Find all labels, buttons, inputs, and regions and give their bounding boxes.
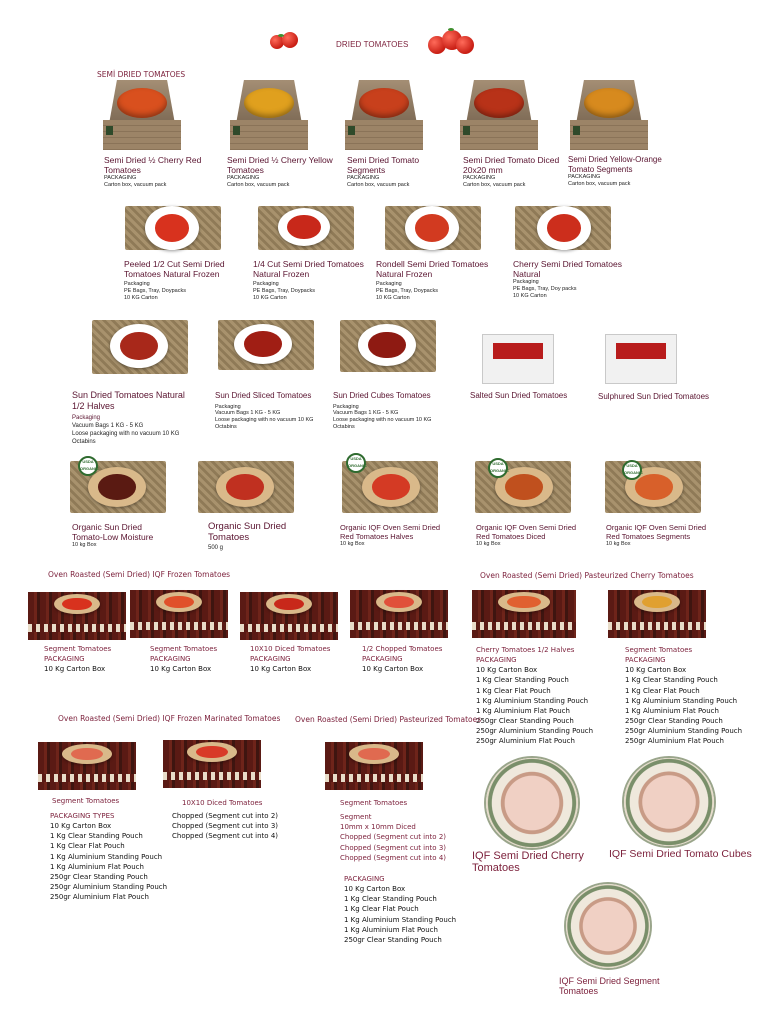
product-name: Organic IQF Oven Semi Dried Red Tomatoes Diced: [476, 523, 577, 541]
packaging-label: PACKAGING: [347, 175, 380, 182]
product-card: [215, 391, 335, 431]
packaging-list: [50, 811, 167, 902]
packaging-details: 10 KG Carton: [513, 293, 547, 300]
product-name: Sulphured Sun Dried Tomatoes: [598, 392, 710, 401]
product-name: IQF Semi Dried Segment Tomatoes: [559, 976, 660, 997]
product-card: [250, 644, 330, 674]
product-name: Segment Tomatoes: [52, 797, 120, 805]
product-card: [172, 798, 278, 842]
header-tomato-left: [270, 32, 306, 52]
product-card: [513, 259, 633, 300]
mat-image: [198, 461, 294, 513]
product-name: 1/2 Chopped Tomatoes: [362, 645, 443, 653]
product-name: 1/4 Cut Semi Dried Tomatoes Natural Frozen: [253, 259, 364, 280]
product-name: Salted Sun Dried Tomatoes: [470, 391, 568, 400]
mat-image: [258, 206, 354, 250]
packaging-details: 10 Kg Carton Box: [362, 665, 424, 674]
product-card: [72, 522, 172, 549]
product-name: Organic Sun Dried Tomato-Low Moisture: [72, 522, 154, 543]
product-name: Semi Dried ½ Cherry Red Tomatoes: [104, 155, 202, 176]
packaging-line: 250gr Clear Standing Pouch: [50, 872, 148, 881]
packaging-line: 250gr Aluminium Standing Pouch: [625, 727, 743, 736]
product-card: [124, 259, 244, 302]
tomato-icon: [456, 36, 474, 54]
packaging-details: PE Bags, Tray, Doypacks: [253, 288, 315, 295]
mat-image: [605, 461, 701, 513]
packaging-details: 10 Kg Carton Box: [150, 665, 212, 674]
packaging-line: 1 Kg Aluminium Standing Pouch: [50, 852, 163, 861]
cut-line: 10mm x 10mm Diced: [340, 823, 416, 832]
packaging-line: 1 Kg Aluminium Flat Pouch: [476, 706, 570, 715]
product-name: 10X10 Diced Tomatoes: [250, 645, 331, 653]
packaging-line: 1 Kg Aluminium Standing Pouch: [625, 696, 738, 705]
leaf-icon: [278, 34, 284, 37]
tomato-icon: [282, 32, 298, 48]
usda-organic-logo: USDA ORGANIC: [78, 456, 98, 476]
mat-image: [515, 206, 611, 250]
packaging-line: 10 Kg Carton Box: [625, 666, 687, 675]
plate-image: [566, 884, 650, 968]
packaging-label: PACKAGING: [568, 174, 601, 181]
packaging-line: 250gr Aluminium Standing Pouch: [50, 882, 168, 891]
section-oven-frozen-title: Oven Roasted (Semi Dried) IQF Frozen Tomatoes: [48, 570, 231, 579]
packaging-label: PACKAGING: [44, 655, 85, 664]
section-pasteurized-title: Oven Roasted (Semi Dried) Pasteurized Tomatoes: [295, 715, 482, 724]
packaging-details: Carton box, vacuum pack: [568, 181, 631, 188]
mat-image: [385, 206, 481, 250]
product-card: [476, 645, 593, 746]
packaging-label: PACKAGING: [150, 655, 191, 664]
packaging-label: Packaging: [215, 403, 241, 410]
tablecloth-image: [608, 590, 706, 638]
tablecloth-image: [28, 592, 126, 640]
box-image: [482, 334, 554, 384]
packaging-line: 10 Kg Carton Box: [344, 885, 406, 894]
packaging-line: 10 Kg Carton Box: [476, 666, 538, 675]
product-card: [333, 391, 453, 431]
packaging-details: Carton box, vacuum pack: [227, 182, 290, 189]
product-card: [606, 523, 716, 548]
packaging-line: 250gr Clear Standing Pouch: [625, 716, 723, 725]
packaging-label: PACKAGING: [362, 655, 403, 664]
packaging-details: 10 KG Carton: [376, 295, 410, 302]
product-name: Segment Tomatoes: [44, 645, 112, 653]
tablecloth-image: [240, 592, 338, 640]
packaging-line: 1 Kg Aluminium Flat Pouch: [344, 925, 438, 934]
packaging-label: PACKAGING: [227, 175, 260, 182]
product-card: [44, 644, 111, 674]
packaging-line: 250gr Aluminium Flat Pouch: [625, 737, 724, 746]
packaging-label: PACKAGING: [250, 655, 291, 664]
packaging-label: Packaging: [333, 403, 359, 410]
box-image: [605, 334, 677, 384]
section-marinated-title: Oven Roasted (Semi Dried) IQF Frozen Marinated Tomatoes: [58, 714, 281, 723]
packaging-details: 10 kg Box: [72, 542, 97, 549]
header-tomato-right: [428, 28, 476, 58]
product-name: Sun Dried Tomatoes Natural 1/2 Halves: [72, 390, 185, 411]
product-card: [347, 155, 447, 189]
product-name: Semi Dried ½ Cherry Yellow Tomatoes: [227, 155, 333, 176]
packaging-line: 250gr Aluminium Standing Pouch: [476, 727, 594, 736]
product-name: Organic IQF Oven Semi Dried Red Tomatoes Halves: [340, 523, 441, 541]
product-card: [340, 798, 446, 863]
packaging-line: 1 Kg Clear Flat Pouch: [50, 842, 125, 851]
product-name: Peeled 1/2 Cut Semi Dried Tomatoes Natural Frozen: [124, 259, 225, 280]
product-name: Semi Dried Tomato Diced 20x20 mm: [463, 155, 560, 176]
usda-organic-logo: USDA ORGANIC: [488, 458, 508, 478]
tablecloth-image: [130, 590, 228, 638]
usda-organic-logo: USDA ORGANIC: [622, 460, 642, 480]
packaging-details: 10 KG Carton: [124, 295, 158, 302]
tablecloth-image: [163, 740, 261, 788]
packaging-details: Vacuum Bags 1 KG - 5 KG: [333, 410, 399, 417]
packaging-line: 1 Kg Clear Flat Pouch: [476, 686, 551, 695]
packaging-details: PE Bags, Tray, Doypacks: [376, 288, 438, 295]
packaging-details: Octabins: [215, 424, 237, 431]
product-card: [340, 523, 450, 548]
product-name: 10X10 Diced Tomatoes: [182, 799, 263, 807]
packaging-label: PACKAGING: [476, 656, 517, 665]
packaging-details: 10 kg Box: [476, 541, 501, 547]
cut-line: Chopped (Segment cut into 3): [340, 843, 446, 852]
crate-image: [103, 80, 181, 150]
product-card: [52, 796, 119, 806]
mat-image: [125, 206, 221, 250]
packaging-details: 10 kg Box: [340, 541, 365, 547]
packaging-line: 1 Kg Aluminium Flat Pouch: [625, 706, 719, 715]
packaging-line: 1 Kg Clear Flat Pouch: [625, 686, 700, 695]
mat-image: [218, 320, 314, 370]
product-card: [568, 155, 678, 188]
product-card: [362, 644, 442, 674]
packaging-details: Loose packaging with no vacuum 10 KG: [72, 430, 180, 437]
cut-line: Chopped (Segment cut into 4): [340, 853, 446, 862]
product-name: Cherry Tomatoes 1/2 Halves: [476, 646, 575, 654]
product-card: [150, 644, 217, 674]
packaging-line: 250gr Aluminium Flat Pouch: [476, 737, 575, 746]
product-card: [72, 390, 192, 446]
packaging-label: PACKAGING: [625, 656, 666, 665]
packaging-line: 10 Kg Carton Box: [50, 822, 112, 831]
packaging-line: 1 Kg Clear Standing Pouch: [344, 895, 437, 904]
packaging-details: 10 Kg Carton Box: [250, 665, 312, 674]
packaging-label: Packaging: [72, 414, 101, 421]
section-semi-dried-title: SEMİ DRIED TOMATOES: [97, 70, 186, 79]
tablecloth-image: [350, 590, 448, 638]
product-name: Semi Dried Yellow-Orange Tomato Segments: [568, 155, 662, 174]
product-name: Segment Tomatoes: [340, 799, 408, 807]
packaging-details: Loose packaging with no vacuum 10 KG: [333, 417, 432, 424]
packaging-line: 250gr Clear Standing Pouch: [344, 935, 442, 944]
product-card: [476, 523, 586, 548]
product-name: Rondell Semi Dried Tomatoes Natural Frozen: [376, 259, 489, 280]
packaging-label: Packaging: [253, 281, 279, 288]
packaging-label: Packaging: [513, 279, 539, 286]
packaging-line: 250gr Aluminium Flat Pouch: [50, 893, 149, 902]
product-name: Sun Dried Cubes Tomatoes: [333, 391, 431, 400]
tablecloth-image: [472, 590, 576, 638]
plate-image: [486, 758, 578, 848]
mat-image: [92, 320, 188, 374]
packaging-details: Loose packaging with no vacuum 10 KG: [215, 417, 314, 424]
packaging-line: 1 Kg Aluminium Flat Pouch: [50, 862, 144, 871]
packaging-label: Packaging: [376, 281, 402, 288]
product-name: IQF Semi Dried Cherry Tomatoes: [472, 850, 584, 875]
section-pasteurized-cherry-title: Oven Roasted (Semi Dried) Pasteurized Cherry Tomatoes: [480, 571, 694, 580]
leaf-icon: [448, 28, 454, 31]
product-card: [625, 645, 742, 746]
packaging-line: 1 Kg Clear Standing Pouch: [50, 832, 143, 841]
product-card: [227, 155, 337, 189]
cut-line: Chopped (Segment cut into 3): [172, 822, 278, 831]
crate-image: [570, 80, 648, 150]
packaging-details: Octabins: [72, 438, 96, 445]
packaging-list: [344, 874, 456, 945]
product-name: Semi Dried Tomato Segments: [347, 155, 420, 176]
packaging-line: 1 Kg Clear Standing Pouch: [476, 676, 569, 685]
product-card: [104, 155, 214, 189]
packaging-details: Carton box, vacuum pack: [463, 182, 526, 189]
product-card: [463, 155, 563, 189]
packaging-details: 10 KG Carton: [253, 295, 287, 302]
product-name: Organic IQF Oven Semi Dried Red Tomatoes Segments: [606, 523, 707, 541]
cut-line: Chopped (Segment cut into 2): [340, 833, 446, 842]
product-name: IQF Semi Dried Tomato Cubes: [609, 848, 752, 860]
product-card: [376, 259, 501, 302]
packaging-label: Packaging: [124, 281, 150, 288]
packaging-details: PE Bags, Tray, Doy packs: [513, 286, 577, 293]
packaging-details: PE Bags, Tray, Doypacks: [124, 288, 186, 295]
mat-image: [340, 320, 436, 372]
usda-organic-logo: USDA ORGANIC: [346, 453, 366, 473]
packaging-line: 1 Kg Aluminium Standing Pouch: [476, 696, 589, 705]
packaging-details: 10 Kg Carton Box: [44, 665, 106, 674]
packaging-line: 1 Kg Clear Flat Pouch: [344, 905, 419, 914]
packaging-details: Vacuum Bags 1 KG - 5 KG: [215, 410, 281, 417]
tablecloth-image: [38, 742, 136, 790]
plate-image: [624, 758, 714, 846]
product-name: Segment Tomatoes: [625, 646, 693, 654]
packaging-details: 10 kg Box: [606, 541, 631, 547]
packaging-details: Octabins: [333, 424, 355, 431]
packaging-line: 1 Kg Aluminium Standing Pouch: [344, 915, 457, 924]
packaging-label: PACKAGING: [104, 175, 137, 182]
crate-image: [345, 80, 423, 150]
cut-line: Chopped (Segment cut into 2): [172, 812, 278, 821]
crate-image: [460, 80, 538, 150]
packaging-details: Vacuum Bags 1 KG - 5 KG: [72, 422, 144, 429]
packaging-line: 1 Kg Clear Standing Pouch: [625, 676, 718, 685]
page-title: DRIED TOMATOES: [336, 40, 409, 49]
packaging-line: 250gr Clear Standing Pouch: [476, 716, 574, 725]
packaging-label: PACKAGING: [344, 875, 385, 883]
product-card: [253, 259, 373, 302]
packaging-details: 500 g: [208, 544, 224, 551]
product-card: [208, 521, 308, 552]
product-name: Organic Sun Dried Tomatoes: [208, 521, 287, 544]
product-name: Segment Tomatoes: [150, 645, 218, 653]
packaging-label: PACKAGING TYPES: [50, 812, 115, 820]
cut-line: Segment: [340, 813, 372, 822]
cut-line: Chopped (Segment cut into 4): [172, 832, 278, 841]
product-name: Sun Dried Sliced Tomatoes: [215, 391, 312, 400]
product-name: Cherry Semi Dried Tomatoes Natural: [513, 259, 622, 280]
crate-image: [230, 80, 308, 150]
packaging-details: Carton box, vacuum pack: [104, 182, 167, 189]
tablecloth-image: [325, 742, 423, 790]
packaging-details: Carton box, vacuum pack: [347, 182, 410, 189]
packaging-label: PACKAGING: [463, 175, 496, 182]
